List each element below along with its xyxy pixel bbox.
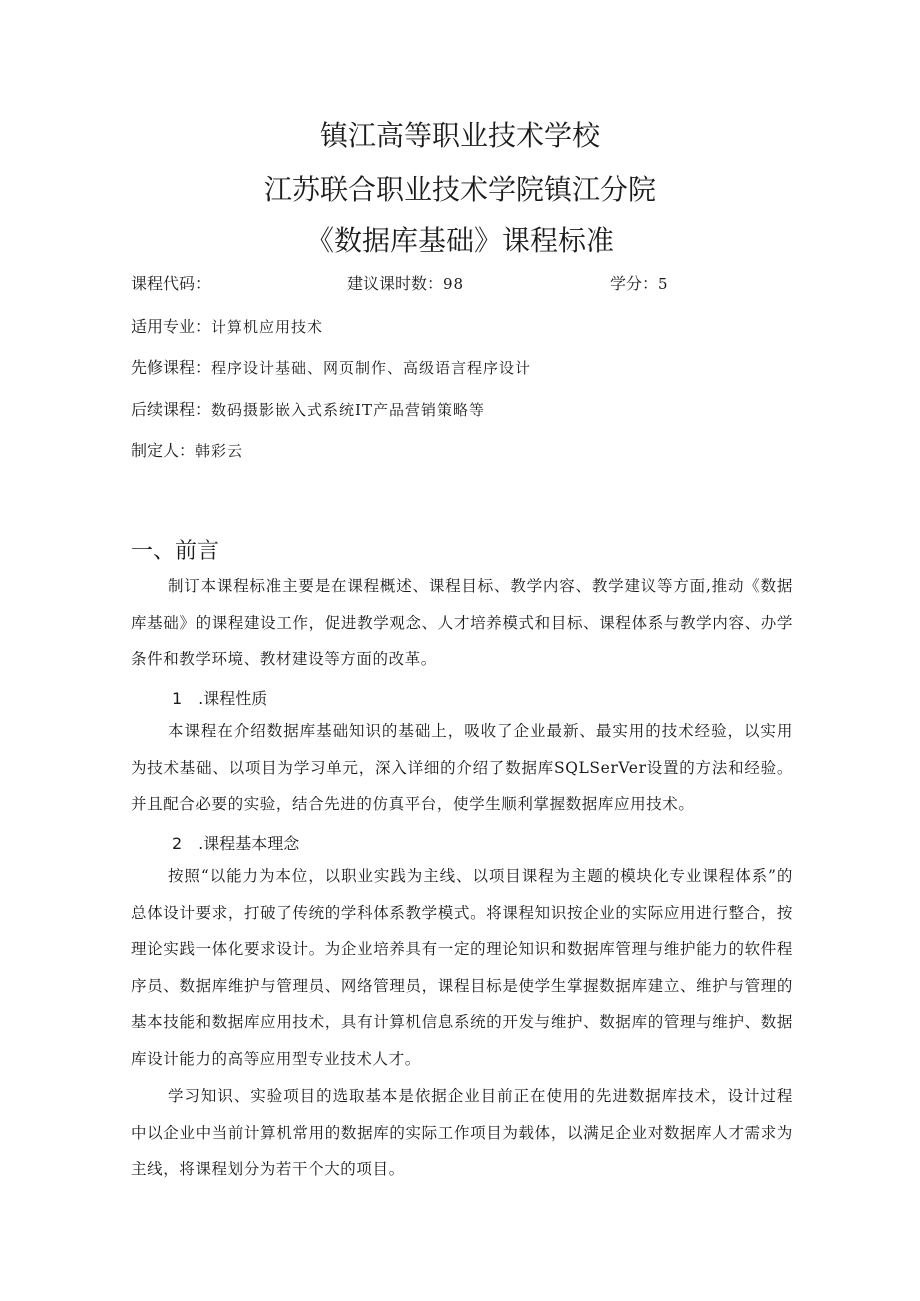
course-credit: [610, 271, 669, 294]
course-hours: [347, 271, 464, 294]
follow-up-value: 数码摄影嵌入式系统IT产品营销策略等: [211, 401, 485, 419]
preface-paragraph: 制订本课程标准主要是在课程概述、课程目标、教学内容、教学建议等方面,推动《数据库基础》的课程建设工作，促进教学观念、人才培养模式和目标、课程体系与教学内容、办学条件和教学环境、教材建设等方面的改革。: [131, 577, 793, 668]
prerequisite-label: 先修课程：: [131, 358, 212, 377]
follow-up-label: 后续课程：: [131, 400, 212, 419]
applicable-major: [131, 314, 323, 337]
section-heading-preface: 一、前言: [131, 539, 220, 564]
course-code: [131, 271, 211, 294]
course-code-label: 课程代码：: [131, 274, 212, 293]
course-hours-value: 98: [443, 275, 465, 293]
course-credit-label: 学分：: [610, 274, 659, 293]
course-credit-value: 5: [658, 275, 669, 293]
basic-concept-paragraph-1: 按照“以能力为本位，以职业实践为主线、以项目课程为主题的模块化专业课程体系”的总体设计要求，打破了传统的学科体系教学模式。将课程知识按企业的实际应用进行整合，按理论实践一体化要求设计。为企业培养具有一定的理论知识和数据库管理与维护能力的软件程序员、数据库维护与管理员、网络管理员，课程目标是使学生掌握数据库建立、维护与管理的基本技能和数据库应用技术，具有计算机信息系统的开发与维护、数据库的管理与维护、数据库设计能力的高等应用型专业技术人才。: [131, 867, 793, 1068]
basic-concept-paragraph-2: 学习知识、实验项目的选取基本是依据企业目前正在使用的先进数据库技术，设计过程中以企业中当前计算机常用的数据库的实际工作项目为载体，以满足企业对数据库人才需求为主线，将课程划分为若干个大的项目。: [131, 1087, 793, 1178]
applicable-major-label: 适用专业：: [131, 317, 212, 336]
author-label: 制定人：: [131, 441, 196, 460]
prerequisite-courses: [131, 355, 531, 378]
subheading-basic-concept: 2 .课程基本理念: [172, 834, 300, 853]
document-title: 《数据库基础》课程标准: [305, 224, 614, 257]
applicable-major-value: 计算机应用技术: [211, 318, 324, 336]
author: [131, 438, 243, 461]
school-name: 镇江高等职业技术学校: [319, 119, 600, 152]
follow-up-courses: [131, 397, 485, 420]
course-hours-label: 建议课时数：: [347, 274, 444, 293]
prerequisite-value: 程序设计基础、网页制作、高级语言程序设计: [211, 359, 532, 377]
subheading-course-nature: 1 .课程性质: [172, 689, 268, 708]
author-value: 韩彩云: [195, 442, 244, 460]
course-nature-paragraph: 本课程在介绍数据库基础知识的基础上，吸收了企业最新、最实用的技术经验，以实用为技术基础、以项目为学习单元，深入详细的介绍了数据库SQLSerVer设置的方法和经验。并且配合必要的实验，结合先进的仿真平台，使学生顺利掌握数据库应用技术。: [131, 722, 793, 813]
college-name: 江苏联合职业技术学院镇江分院: [263, 173, 656, 206]
